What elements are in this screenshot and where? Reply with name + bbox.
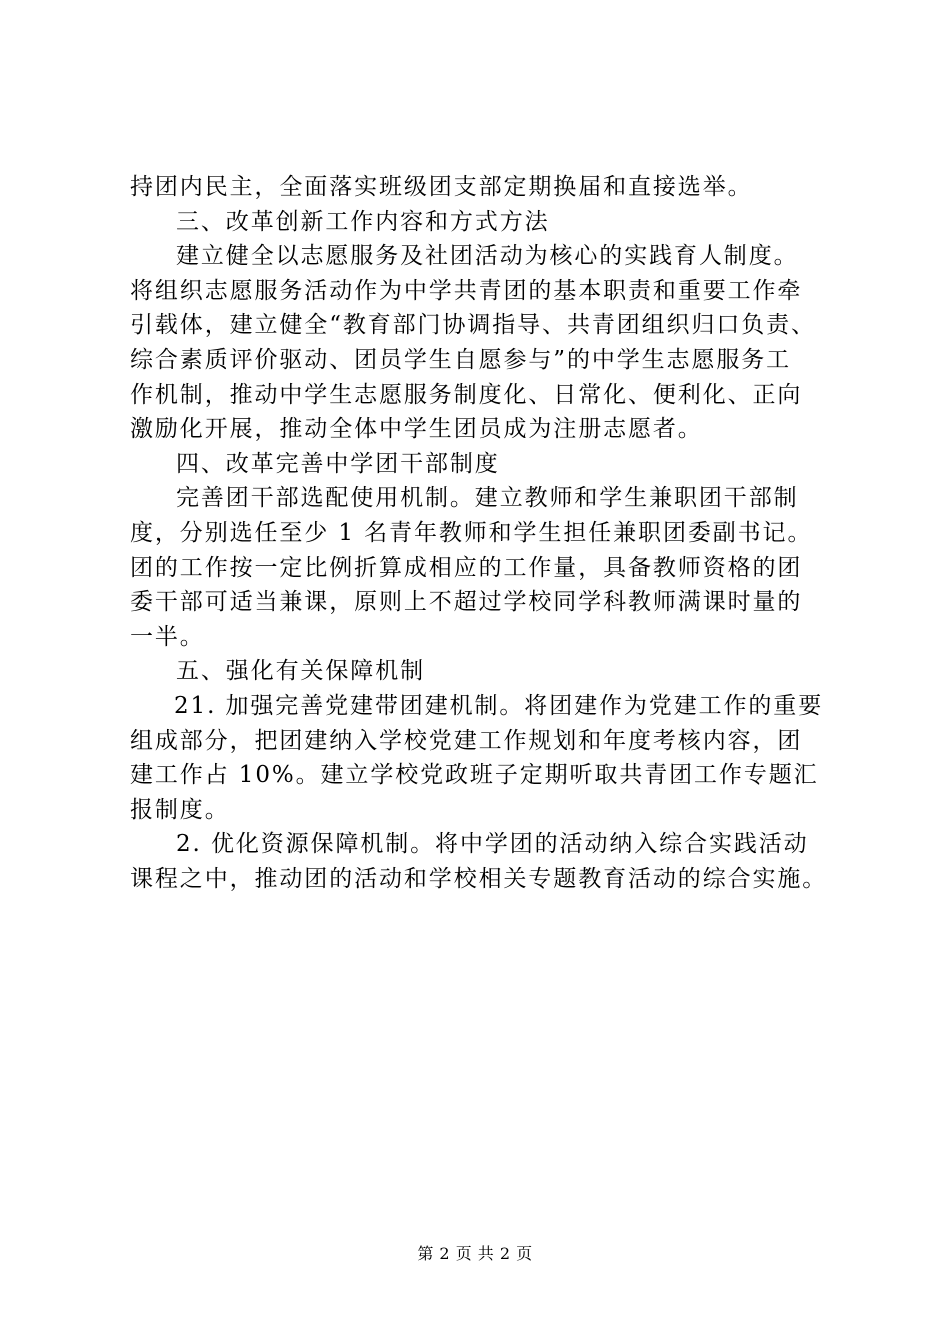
text-line-14: 一半。	[130, 623, 205, 650]
text-line-6: 综合素质评价驱动、团员学生自愿参与”的中学生志愿服务工	[130, 346, 792, 373]
text-line-21: 课程之中，推动团的活动和学校相关专题教育活动的综合实施。	[130, 865, 828, 892]
section-heading-4: 四、改革完善中学团干部制度	[176, 450, 500, 477]
text-line-16: 21. 加强完善党建带团建机制。将团建作为党建工作的重要	[174, 692, 824, 719]
text-line-17: 组成部分，把团建纳入学校党建工作规划和年度考核内容，团	[130, 727, 803, 754]
text-line-13: 委干部可适当兼课，原则上不超过学校同学科教师满课时量的	[130, 589, 803, 616]
text-line-12: 团的工作按一定比例折算成相应的工作量，具备教师资格的团	[130, 554, 803, 581]
text-line-7: 作机制，推动中学生志愿服务制度化、日常化、便利化、正向	[130, 381, 803, 408]
text-line-1: 持团内民主，全面落实班级团支部定期换届和直接选举。	[130, 174, 753, 200]
document-body	[130, 170, 830, 896]
text-line-20: 2. 优化资源保障机制。将中学团的活动纳入综合实践活动	[176, 831, 809, 858]
text-line-5: 引载体，建立健全“教育部门协调指导、共青团组织归口负责、	[130, 312, 816, 339]
text-line-4: 将组织志愿服务活动作为中学共青团的基本职责和重要工作牵	[130, 277, 803, 304]
text-line-19: 报制度。	[130, 796, 230, 823]
text-line-3: 建立健全以志愿服务及社团活动为核心的实践育人制度。	[176, 243, 799, 270]
text-line-8: 激励化开展，推动全体中学生团员成为注册志愿者。	[130, 416, 703, 443]
section-heading-3: 三、改革创新工作内容和方式方法	[176, 208, 550, 235]
text-line-11: 度，分别选任至少 1 名青年教师和学生担任兼职团委副书记。	[130, 519, 813, 546]
text-line-10: 完善团干部选配使用机制。建立教师和学生兼职团干部制	[176, 485, 799, 512]
section-heading-5: 五、强化有关保障机制	[176, 658, 425, 685]
page-number-footer: 第 2 页 共 2 页	[417, 1244, 533, 1263]
text-line-18: 建工作占 10%。建立学校党政班子定期听取共青团工作专题汇	[130, 762, 819, 789]
